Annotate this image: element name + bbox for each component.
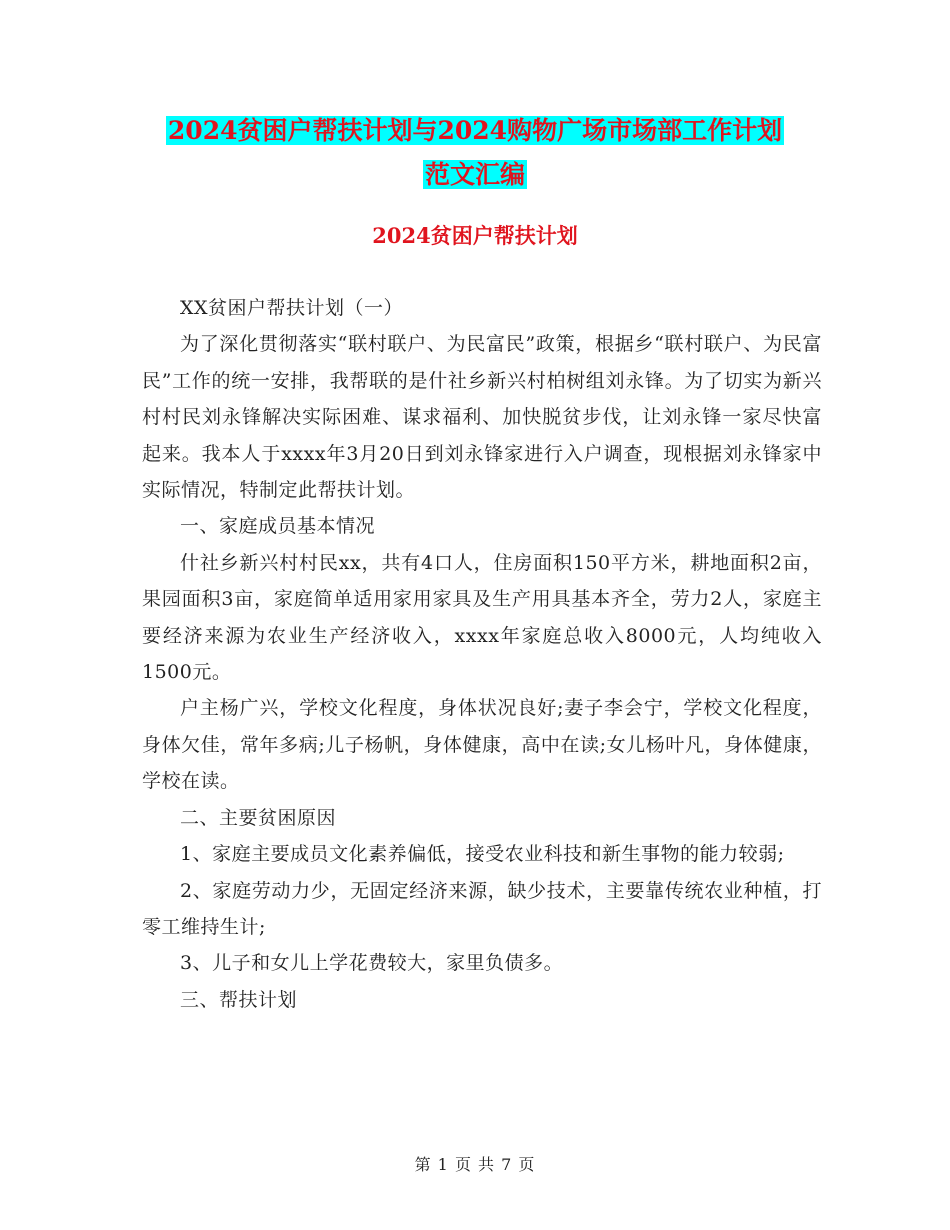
paragraph-family-members: 户主杨广兴，学校文化程度，身体状况良好;妻子李会宁，学校文化程度，身体欠佳，常年多病;儿子杨帆，身体健康，高中在读;女儿杨叶凡，身体健康，学校在读。	[142, 697, 822, 793]
paragraph-heading-causes: 二、主要贫困原因	[180, 806, 337, 829]
document-title-text-1: 2024贫困户帮扶计划与2024购物广场市场部工作计划	[167, 116, 783, 145]
paragraph-cause-2: 2、家庭劳动力少，无固定经济来源，缺少技术，主要靠传统农业种植，打零工维持生计;	[142, 879, 822, 938]
page-footer: 第 1 页 共 7 页	[414, 1155, 536, 1174]
paragraph-family-info: 什社乡新兴村村民xx，共有4口人，住房面积150平方米，耕地面积2亩，果园面积3亩，家庭简单适用家用家具及生产用具基本齐全，劳力2人，家庭主要经济来源为农业生产经济收入，xxxx年家庭总收入8000元，人均纯收入1500元。	[142, 551, 822, 684]
paragraph-cause-3: 3、儿子和女儿上学花费较大，家里负债多。	[180, 952, 564, 975]
document-title-text-2: 范文汇编	[424, 160, 525, 189]
document-body	[142, 290, 822, 1018]
paragraph-intro: 为了深化贯彻落实“联村联户、为民富民”政策，根据乡“联村联户、为民富民”工作的统一安排，我帮联的是什社乡新兴村柏树组刘永锋。为了切实为新兴村村民刘永锋解决实际困难、谋求福利、加快脱贫步伐，让刘永锋一家尽快富起来。我本人于xxxx年3月20日到刘永锋家进行入户调查，现根据刘永锋家中实际情况，特制定此帮扶计划。	[142, 333, 822, 502]
document-title-line-2	[0, 156, 950, 194]
section-title: 2024贫困户帮扶计划	[372, 223, 578, 248]
paragraph-cause-1: 1、家庭主要成员文化素养偏低，接受农业科技和新生事物的能力较弱;	[180, 843, 785, 866]
document-title-line-1	[0, 112, 950, 150]
paragraph-heading-plan: 三、帮扶计划	[180, 988, 298, 1011]
paragraph-heading-family: 一、家庭成员基本情况	[180, 515, 376, 538]
paragraph-plan-heading: XX贫困户帮扶计划（一）	[180, 297, 404, 319]
